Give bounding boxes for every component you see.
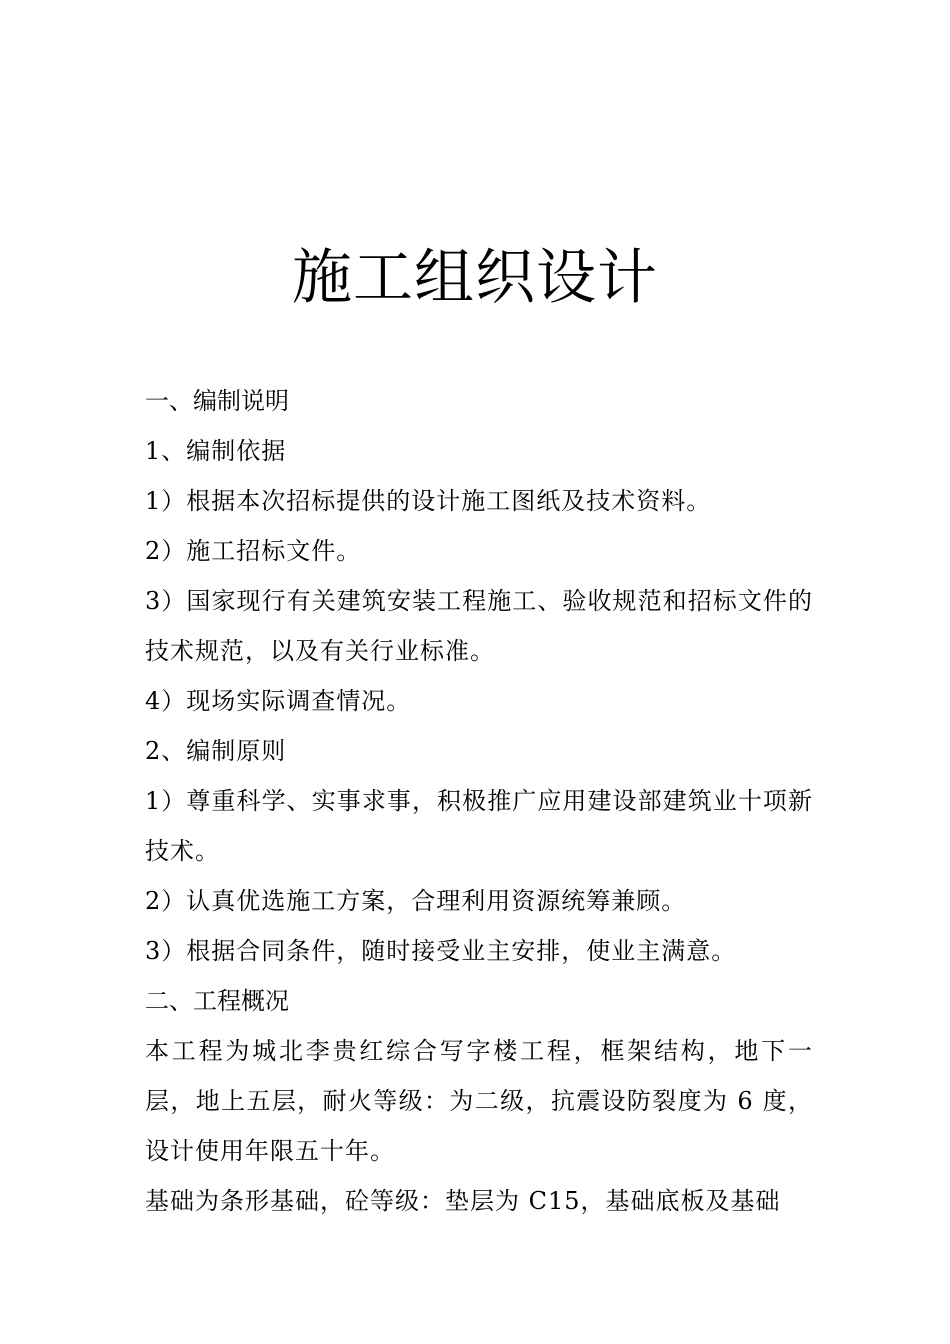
basis-item-2: 2）施工招标文件。 <box>145 537 362 565</box>
document-body <box>145 376 813 1226</box>
basis-item-4: 4）现场实际调查情况。 <box>145 687 412 715</box>
overview-paragraph-1: 本工程为城北李贵红综合写字楼工程，框架结构，地下一层，地上五层，耐火等级：为二级，抗震设防裂度为 6 度，设计使用年限五十年。 <box>145 1037 813 1165</box>
principle-item-1: 1）尊重科学、实事求事，积极推广应用建设部建筑业十项新技术。 <box>145 787 813 865</box>
overview-paragraph-2: 基础为条形基础，砼等级：垫层为 C15，基础底板及基础 <box>145 1187 781 1215</box>
subheading-compilation-principles: 2、编制原则 <box>145 737 287 765</box>
subheading-compilation-basis: 1、编制依据 <box>145 437 287 465</box>
document-title: 施工组织设计 <box>292 243 658 313</box>
basis-item-1: 1）根据本次招标提供的设计施工图纸及技术资料。 <box>145 487 712 515</box>
principle-item-2: 2）认真优选施工方案，合理利用资源统筹兼顾。 <box>145 887 687 915</box>
section-heading-project-overview: 二、工程概况 <box>145 987 289 1015</box>
section-heading-compilation-notes: 一、编制说明 <box>145 387 289 415</box>
basis-item-3: 3）国家现行有关建筑安装工程施工、验收规范和招标文件的技术规范，以及有关行业标准。 <box>145 587 813 665</box>
principle-item-3: 3）根据合同条件，随时接受业主安排，使业主满意。 <box>145 937 737 965</box>
